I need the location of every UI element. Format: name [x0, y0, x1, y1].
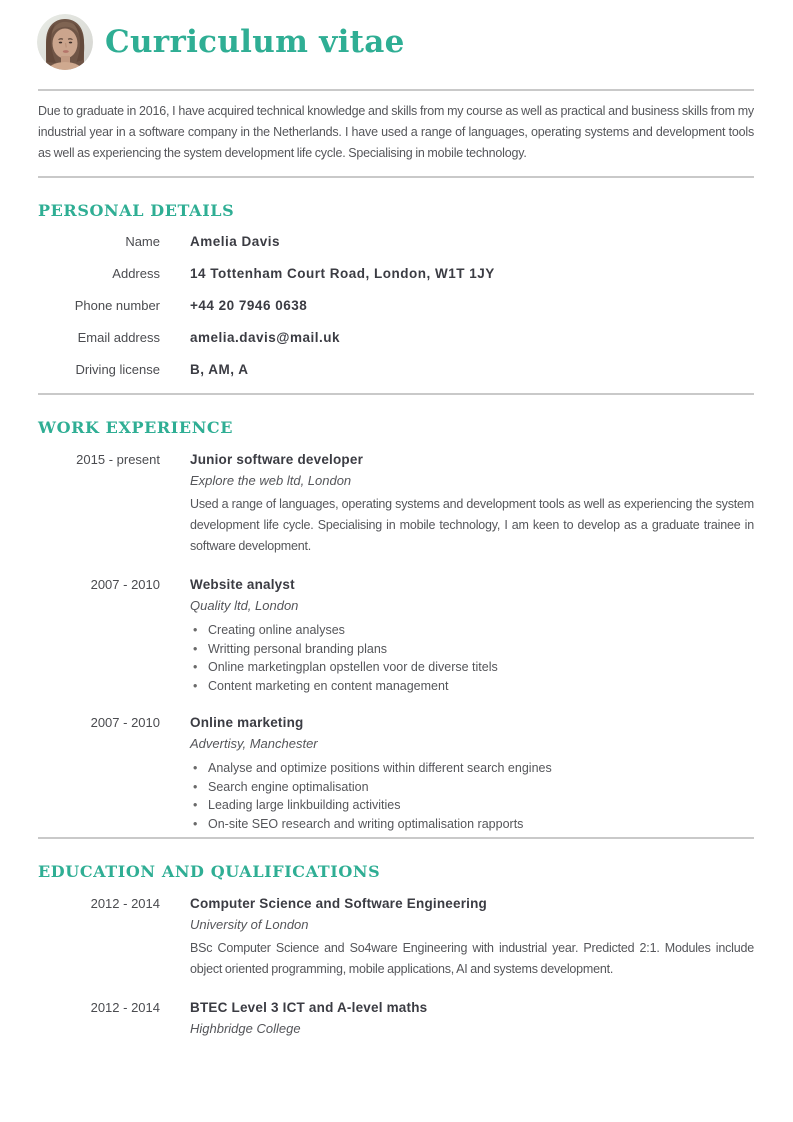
detail-value: 14 Tottenham Court Road, London, W1T 1JY [190, 266, 495, 281]
detail-value: B, AM, A [190, 362, 249, 377]
detail-value: Amelia Davis [190, 234, 281, 249]
detail-row [38, 265, 754, 283]
avatar-photo [37, 14, 93, 70]
detail-label: Email address [77, 330, 160, 345]
personal-details-section [38, 201, 754, 379]
work-entry [38, 713, 754, 833]
detail-row [38, 233, 754, 251]
detail-row [38, 361, 754, 379]
bullet-item: • Writting personal branding plans [190, 640, 754, 659]
bullet-item: • Online marketingplan opstellen voor de diverse titels [190, 658, 754, 677]
work-entry [38, 450, 754, 557]
work-experience-section [38, 418, 754, 833]
detail-row [38, 329, 754, 347]
entry-title: Junior software developer [190, 452, 364, 467]
entry-title: Website analyst [190, 577, 295, 592]
section-heading-personal-details: PERSONAL DETAILS [38, 201, 235, 220]
portrait-illustration [37, 14, 93, 70]
entry-dates: 2007 - 2010 [90, 715, 160, 730]
bullet-item: • Creating online analyses [190, 621, 754, 640]
entry-company: Highbridge College [190, 1021, 301, 1036]
entry-dates: 2012 - 2014 [90, 896, 160, 911]
cv-header [38, 0, 754, 70]
entry-body [190, 450, 754, 557]
entry-dates: 2007 - 2010 [90, 577, 160, 592]
education-entry [38, 998, 754, 1038]
detail-label: Name [125, 234, 160, 249]
entry-body [190, 894, 754, 980]
entry-title: Online marketing [190, 715, 304, 730]
entry-description: Used a range of languages, operating systems and development tools as well as experiencing the system development life cycle. Specialising in mobile technology, I am keen to develop as a graduate trainee in software development. [190, 497, 754, 553]
divider [38, 89, 754, 91]
entry-description: BSc Computer Science and So4ware Engineering with industrial year. Predicted 2:1. Modules include object oriented programming, mobile applications, AI and systems development. [190, 941, 754, 976]
entry-title: BTEC Level 3 ICT and A-level maths [190, 1000, 428, 1015]
section-heading-work-experience: WORK EXPERIENCE [38, 418, 234, 437]
detail-label: Address [112, 266, 160, 281]
entry-body [190, 713, 754, 833]
entry-bullets [190, 759, 754, 833]
entry-dates: 2015 - present [76, 452, 160, 467]
education-entry [38, 894, 754, 980]
page-title: Curriculum vitae [105, 23, 405, 60]
entry-company: Advertisy, Manchester [190, 736, 318, 751]
detail-value: +44 20 7946 0638 [190, 298, 308, 313]
entry-title: Computer Science and Software Engineering [190, 896, 488, 911]
entry-company: University of London [190, 917, 309, 932]
education-section [38, 862, 754, 1038]
bullet-item: • Search engine optimalisation [190, 778, 754, 797]
bullet-item: • Analyse and optimize positions within different search engines [190, 759, 754, 778]
summary-text: Due to graduate in 2016, I have acquired technical knowledge and skills from my course as well as practical and business skills from my industrial year in a software company in the Netherlands. I have used a range of languages, operating systems and development tools as well as experiencing the system development life cycle. Specialising in mobile technology. [38, 104, 754, 160]
bullet-item: • Leading large linkbuilding activities [190, 796, 754, 815]
entry-body [190, 998, 754, 1038]
divider [38, 837, 754, 839]
detail-label: Phone number [74, 298, 160, 313]
detail-row [38, 297, 754, 315]
section-heading-education: EDUCATION AND QUALIFICATIONS [38, 862, 381, 881]
work-entry [38, 575, 754, 695]
entry-company: Quality ltd, London [190, 598, 299, 613]
entry-company: Explore the web ltd, London [190, 473, 352, 488]
divider [38, 393, 754, 395]
detail-value: amelia.davis@mail.uk [190, 330, 340, 345]
entry-dates: 2012 - 2014 [90, 1000, 160, 1015]
detail-label: Driving license [75, 362, 160, 377]
divider [38, 176, 754, 178]
entry-bullets [190, 621, 754, 695]
bullet-item: • On-site SEO research and writing optimalisation rapports [190, 815, 754, 834]
entry-body [190, 575, 754, 695]
bullet-item: • Content marketing en content management [190, 677, 754, 696]
